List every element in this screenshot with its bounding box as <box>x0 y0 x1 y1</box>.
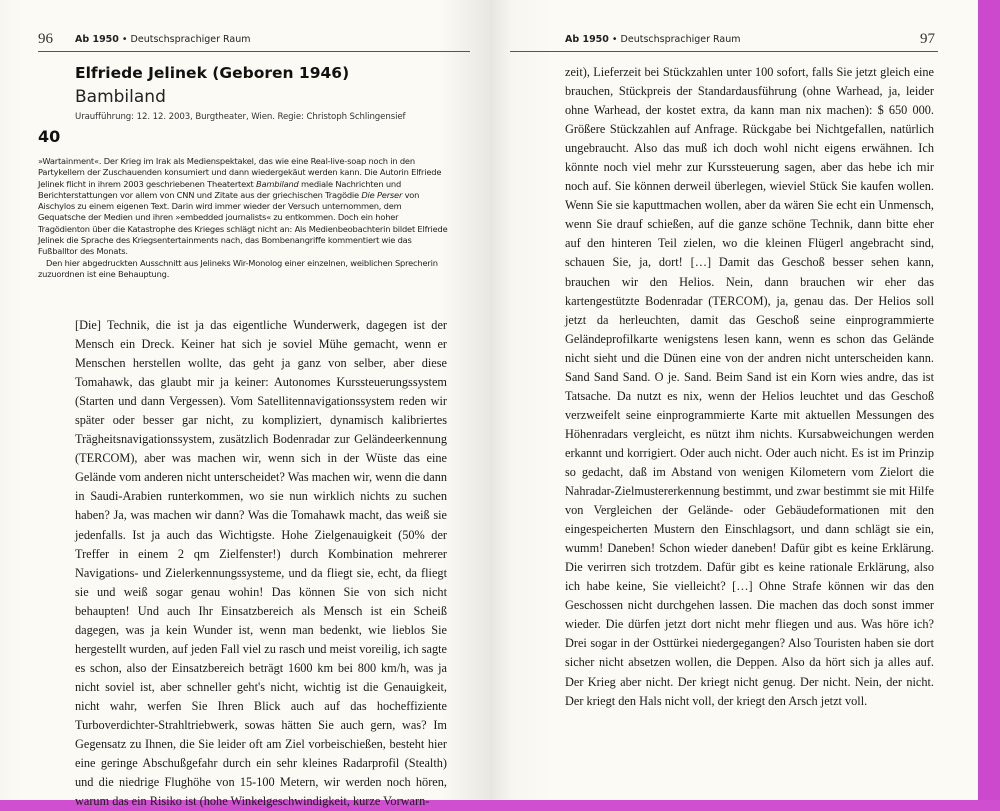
monologue-text-right <box>565 63 934 711</box>
monologue-paragraph-right: zeit), Lieferzeit bei Stückzahlen unter 100 sofort, falls Sie jetzt gleich eine brauchen, Stückpreis der Standardausführung (ohne Warhead, ja, leider ohne Warhead, der kostet extra, da kann man nix machen): $ 650 000. Größere Stückzahlen auf Anfrage. Rückgabe bei Nichtgefallen, natürlich ungebraucht. Also das muß ich doch wohl nicht eigens erwähnen. Ich könnte noch viel mehr zur Kurssteuerung sagen, aber das hebe ich mir noch auf. Sie können derweil überlegen, wieviel Stück Sie kaufen wollen. Wenn Sie sie kaputtmachen wollen, aber da wären Sie echt ein Unmensch, wenn Sie drauf schießen, auf die ganze schöne Technik, dann bitte eher auf den hinteren Teil zielen, wo die kleinen Flügerl angebracht sind, schauen Sie, ja, dort! […] Damit das Geschoß besser sehen kann, brauchen wir den Helios. Nein, dann brauchen wir eher das kartengestützte Bodenradar (TERCOM), ja, genau das. Der Helios soll jetzt da herleuchten, damit das Geschoß seine einprogrammierte Geländeprofilkarte wenigstens lesen kann, wenn es schon das Gelände nicht sieht und die Dünen eine von der andren nicht unterscheiden kann. Sand Sand Sand. O je. Sand. Beim Sand ist ein Korn wies andre, das ist Tatsache. Da nutzt es nix, wenn der Helios leuchtet und das Geschoß verzweifelt seine einprogrammierte Karte mit aktuellen Messungen des Höhenradars vergleicht, es nützt ihm nichts. Kursabweichungen werden erkannt und korrigiert. Oder auch nicht. Oder auch nicht. Es ist im Prinzip so gedacht, daß im Abstand von wenigen Kilometern vom Zielort die Nahradar-Zielmustererkennung bestimmt, und zwar bestimmt sie mit Hilfe von Vergleichen der Gelände- oder Gebäudeformationen mit den eingespeicherten Mustern den Einschlagsort, und dann schlägt sie ein, wumm! Daneben! Schon wieder daneben! Dafür gibt es keine Erklärung. Die verirren sich trotzdem. Dafür gibt es keine rationale Erklärung, also ich habe keine, Sie vielleicht? […] Ohne Strafe können wir das den Geschossen nicht durchgehen lassen. Die machen das doch sonst immer wieder. Die dürfen jetzt dort nicht mehr fliegen und aus. Was höre ich? Drei sogar in der Osttürkei niedergegangen? Also Touristen haben sie dort sicher nicht absetzen wollen, die Deppen. Also da hört sich ja alles auf. Der Krieg aber nicht. Der kriegt nicht genug. Der nicht. Nein, der nicht. Der kriegt den Hals nicht voll, der kriegt den Arsch jetzt voll. <box>565 65 934 708</box>
intro-italic-title-2: Die Perser <box>361 189 403 200</box>
running-header-right <box>565 34 741 45</box>
monologue-text-left <box>75 316 447 811</box>
header-region: • Deutschsprachiger Raum <box>608 34 741 45</box>
running-header-left <box>75 34 251 45</box>
work-title: Bambiland <box>75 87 166 107</box>
header-section: Ab 1950 <box>565 34 609 45</box>
header-rule-right <box>510 51 938 52</box>
intro-paragraph-1 <box>38 156 448 258</box>
page-number-right: 97 <box>920 31 935 47</box>
right-page <box>490 0 978 800</box>
introduction <box>38 156 448 280</box>
header-section: Ab 1950 <box>75 34 119 45</box>
left-page <box>0 0 490 809</box>
magenta-page-edge <box>978 0 1000 800</box>
intro-text-b: mediale Nachrichten und Berichterstattungen vor allem von CNN und Zitate aus der griechischen Tragödie <box>38 178 402 200</box>
header-rule-left <box>38 51 470 52</box>
intro-italic-title-1: Bambiland <box>256 178 299 189</box>
premiere-info: Uraufführung: 12. 12. 2003, Burgtheater, Wien. Regie: Christoph Schlingensief <box>75 112 406 122</box>
intro-text-a: »Wartainment«. Der Krieg im Irak als Medienspektakel, das wie eine Real-live-soap noch in den Partykellern der Zuschauenden konsumiert und dann wiedergekäut werden kann. Die Autorin Elfriede Jelinek flicht in ihrem 2003 geschriebenen Theatertext <box>38 156 442 189</box>
author-title: Elfriede Jelinek (Geboren 1946) <box>75 64 350 82</box>
intro-text-c: von Aischylos zu einem eigenen Text. Darin wird immer wieder der Versuch unternommen, dem Gequatsche der Medien und ihren »embedded journalists« zu entkommen. Doch ein hoher Tragödienton über die Katastrophe des Krieges schlägt nicht an: Als Medienbeobachterin bildet Elfriede Jelinek die Sprache des Kriegsentertainments nach, das Bombenangriffe kommentiert wie das Fußballtor des Monats. <box>38 189 448 257</box>
header-region: • Deutschsprachiger Raum <box>118 34 251 45</box>
intro-paragraph-2: Den hier abgedruckten Ausschnitt aus Jelineks Wir-Monolog einer einzelnen, weiblichen Sprecherin zuzuordnen ist eine Behauptung. <box>38 257 438 279</box>
monologue-paragraph-left: [Die] Technik, die ist ja das eigentliche Wunderwerk, dagegen ist der Mensch ein Dreck. Keiner hat sich je soviel Mühe gemacht, wenn er Menschen herstellen wollte, das geht ja ganz von selber, aber diese Tomahawk, das glaubt mir ja keiner: Autonomes Kurssteuerungssystem (Starten und dann Vergessen). Vom Satellitennavigationssystem reden wir später oder besser gar nicht, zu kompliziert, dynamisch kalibriertes Trägheitsnavigationssystem, zusätzlich Bodenradar zur Geländeerkennung (TERCOM), aber was machen wir, wenn sich in der Wüste das eine Gelände vom anderen nicht unterscheidet? Was machen wir, wenn die dann in Saudi-Arabien runterkommen, wo sie nun wirklich nichts zu suchen haben? Ja, was machen wir dann? Was die Tomahawk macht, das weiß sie jedenfalls. Ist ja auch das Wichtigste. Hohe Zielgenauigkeit (50% der Treffer in einem 2 qm Zielfenster!) durch Kombination mehrerer Navigations- und Zielerkennungssysteme, und da fliegt sie, echt, da fliegt sie und weiß sogar genau wohin! Das können Sie von sich nicht behaupten! Und auch Ihr Einsatzbereich als Mensch ist ein Scheiß dagegen, was ja kein Wunder ist, wenn man bedenkt, wie lieblos Sie hergestellt wurden, auf jeden Fall viel zu rasch und meist voreilig, ich sagte es schon, also der Einsatzbereich beträgt 1600 km bei 800 km/h, was ja nicht soviel ist, aber schneller geht's nicht, wichtig ist die Genauigkeit, nicht wahr, werfen Sie Ihren Blick auch auf das hocheffiziente Turboverdichter-Strahltriebwerk, sowas hätten Sie auch gern, was? Im Gegensatz zu Ihnen, die Sie leider oft am Ziel vorbeischießen, besteht hier eine geringe Abschußgefahr durch ein sehr kleines Radarprofil (Stealth) und die niedrige Flughöhe von 15-100 Metern, wir werden noch hören, warum das ein Risiko ist (hohe Winkelgeschwindigkeit, kurze Vorwarn- <box>75 318 447 809</box>
entry-number: 40 <box>38 127 61 146</box>
page-number-left: 96 <box>38 31 53 47</box>
